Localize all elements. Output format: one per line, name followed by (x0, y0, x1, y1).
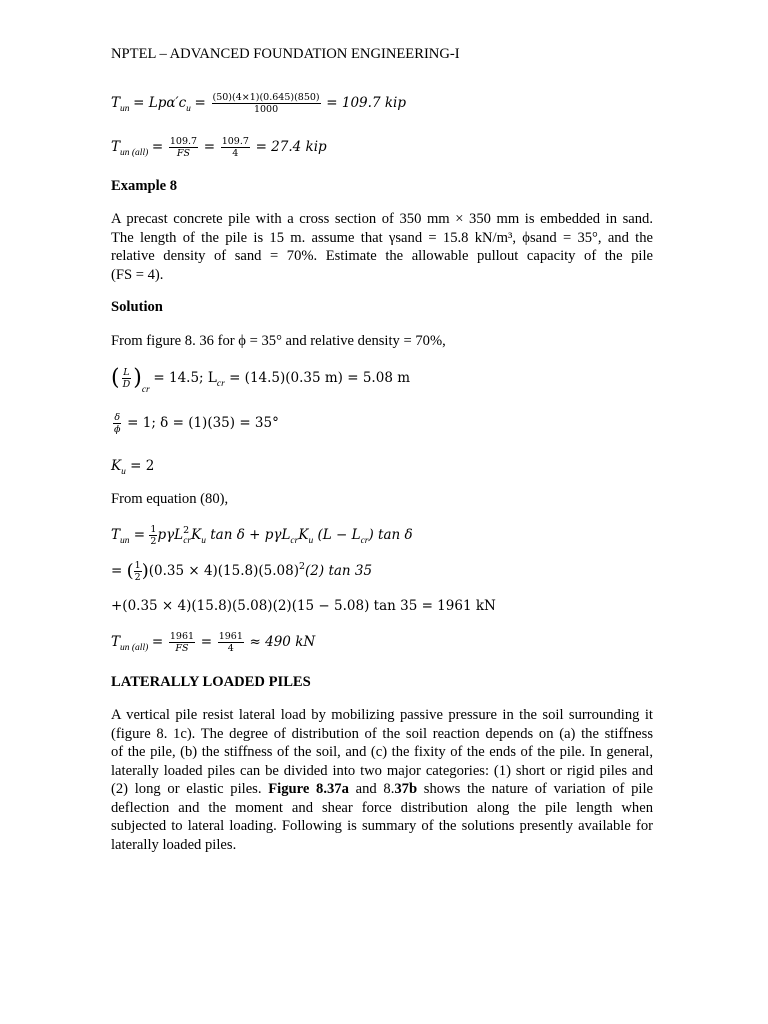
paragraph-line: (figure 8. 1c). The degree of distribution of the soil reaction depends on (a) the stiffness (111, 725, 653, 742)
paragraph-line: of the pile, (b) the stiffness of the soil, and (c) the fixity of the ends of the pile. In general, (111, 744, 653, 760)
paragraph-line: A vertical pile resist lateral load by mobilizing passive pressure in the soil surrounding it (111, 707, 653, 723)
paragraph-line: A precast concrete pile with a cross section of 350 mm × 350 mm is embedded in sand. (111, 211, 653, 227)
equation-tun-general: $T_{un}$ = $\frac{1}{2}$ $p\gamma L^2_{cr}K_u$ $\tan \delta + p\gamma L_{cr}K_u$ $(L - L_{cr})$ tan δ (111, 524, 413, 548)
section-paragraph (111, 706, 653, 854)
equation-tun-all: $T_{un (all)}$ = $\frac{109.7}{FS}$ = $\frac{109.7}{4}$ = 27.4 kip (111, 136, 327, 159)
equation-tun-all-result: $T_{un (all)}$ = $\frac{1961}{FS}$ = $\frac{1961}{4}$ ≈ 490 kN (111, 631, 316, 654)
equation-critical-length: ( $\frac{L}{D}$ )$_{cr} = 14.5$; $L_{cr} = (14.5)(0.35$ m) = 5.08 m (111, 365, 410, 395)
paragraph-line: laterally loaded piles can be divided into two major categories: (1) short or rigid piles and (111, 762, 653, 779)
equation-substitution-2: +(0.35 × 4)(15.8)(5.08)(2)(15 − 5.08) tan 35 = 1961 kN (111, 598, 496, 614)
paragraph-line: subjected to lateral loading. Following is summary of the solutions presently available for (111, 818, 653, 834)
paragraph-line: relative density of sand = 70%. Estimate the allowable pullout capacity of the pile (111, 248, 653, 264)
figure-reference: Figure 8.37a (268, 781, 349, 797)
paragraph-line: (FS = 4). (111, 266, 164, 283)
solution-text: From figure 8. 36 for ϕ = 35° and relative density = 70%, (111, 333, 446, 349)
equation-delta: $\frac{\delta}{\phi}$ = 1; δ = (1)(35) = 35° (114, 412, 279, 435)
example-paragraph (111, 210, 653, 284)
paragraph-line: deflection and the moment and shear force distribution along the pile length when (111, 799, 653, 816)
paragraph-line: (2) long or elastic piles. Figure 8.37a and 8.37b shows the nature of variation of pile (111, 781, 653, 797)
solution-heading: Solution (111, 299, 163, 315)
solution-text: From equation (80), (111, 491, 229, 507)
page-header: NPTEL – ADVANCED FOUNDATION ENGINEERING-I (111, 46, 460, 62)
example-heading: Example 8 (111, 178, 178, 194)
equation-substitution-1: = ( $\frac{1}{2}$ )$(0.35 \times 4)(15.8)(5.08)^2(2)$ tan 35 (111, 560, 373, 584)
paragraph-line: laterally loaded piles. (111, 836, 237, 853)
section-heading: LATERALLY LOADED PILES (111, 674, 311, 690)
equation-ku: $K_u = 2$ (111, 458, 155, 477)
paragraph-line: The length of the pile is 15 m. assume that γsand = 15.8 kN/m³, ϕsand = 35°, and the (111, 229, 653, 246)
figure-reference: 37b (394, 781, 418, 797)
equation-tun: $T_{un} = Lp\alpha'c_u$ = $\frac{(50)(4\times 1)(0.645)(850)}{1000}$ = 109.7 kip (111, 92, 406, 115)
